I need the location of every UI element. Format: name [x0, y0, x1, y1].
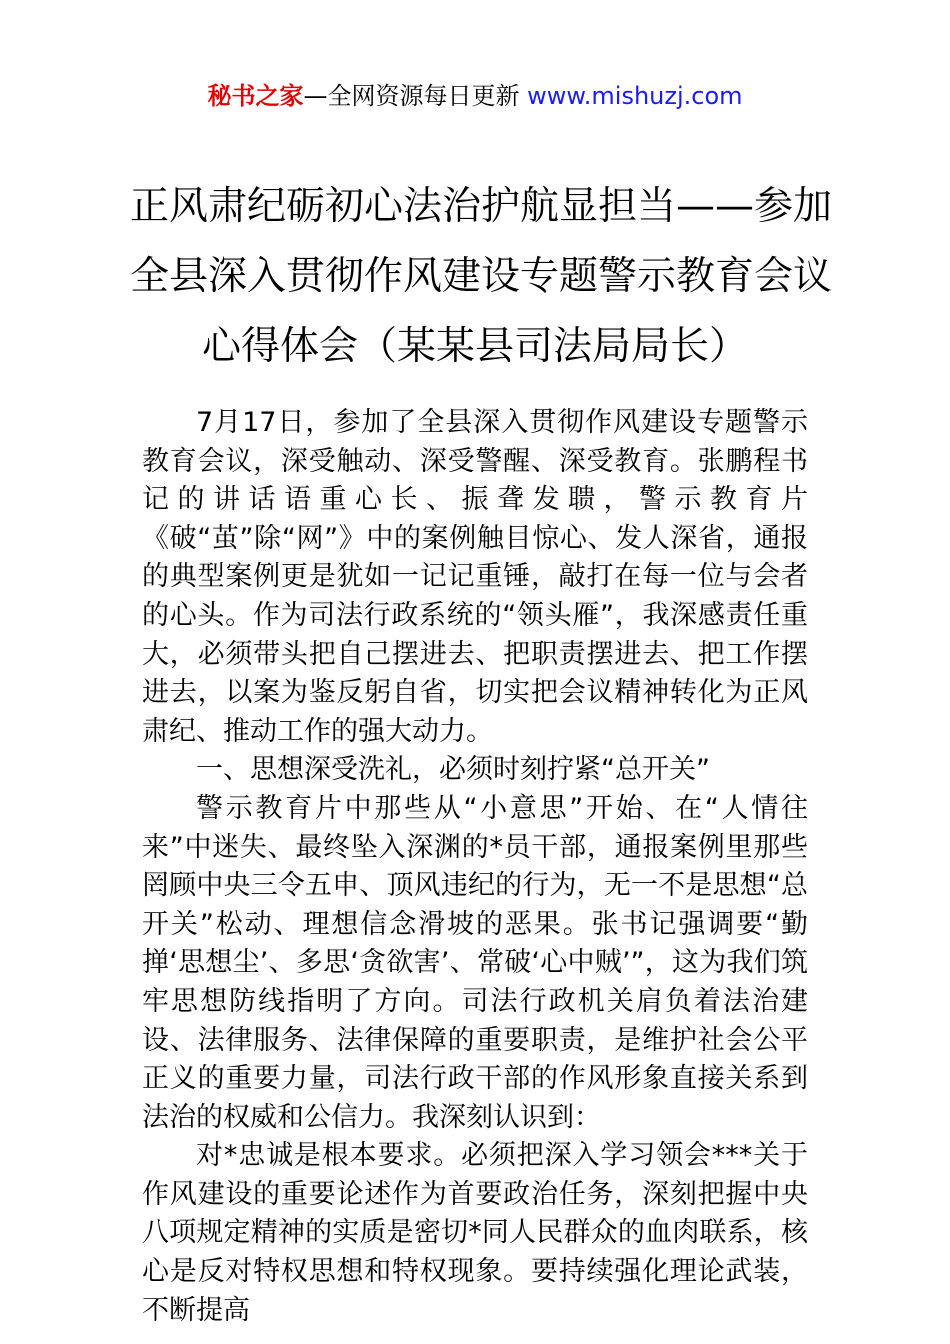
body-paragraph: 对*忠诚是根本要求。必须把深入学习领会***关于作风建设的重要论述作为首要政治任务，深刻把握中央八项规定精神的实质是密切*同人民群众的血肉联系，核心是反对特权思想和特权现象。要持续强化理论武装，不断提高	[142, 1140, 808, 1326]
brand-name: 秘书之家	[207, 82, 304, 110]
site-url-link[interactable]: www.mishuzj.com	[527, 82, 743, 110]
title-line: 心得体会（某某县司法局局长）	[201, 324, 748, 369]
document-title	[130, 172, 833, 382]
site-header	[0, 80, 950, 112]
body-paragraph: 警示教育片中那些从“小意思”开始、在“人情往来”中迷失、最终坠入深渊的*员干部，通报案例里那些罔顾中央三令五申、顶风违纪的行为，无一不是思想“总开关”松动、理想信念滑坡的恶果。张书记强调要“勤掸‘思想尘’、多思‘贪欲害’、常破‘心中贼’”，这为我们筑牢思想防线指明了方向。司法行政机关肩负着法治建设、法律服务、法律保障的重要职责，是维护社会公平正义的重要力量，司法行政干部的作风形象直接关系到法治的权威和公信力。我深刻认识到：	[142, 792, 808, 1133]
title-line: 正风肃纪砺初心法治护航显担当——参加	[130, 184, 833, 229]
header-tagline: —全网资源每日更新	[303, 82, 528, 110]
title-line: 全县深入贯彻作风建设专题警示教育会议	[130, 254, 833, 299]
section-heading: 一、思想深受洗礼，必须时刻拧紧“总开关”	[196, 754, 710, 786]
intro-paragraph: 7月17日，参加了全县深入贯彻作风建设专题警示教育会议，深受触动、深受警醒、深受教育。张鹏程书记的讲话语重心长、振聋发聩，警示教育片《破“茧”除“网”》中的案例触目惊心、发人深省，通报的典型案例更是犹如一记记重锤，敲打在每一位与会者的心头。作为司法行政系统的“领头雁”，我深感责任重大，必须带头把自己摆进去、把职责摆进去、把工作摆进去，以案为鉴反躬自省，切实把会议精神转化为正风肃纪、推动工作的强大动力。	[142, 407, 808, 747]
document-body	[142, 404, 808, 1330]
